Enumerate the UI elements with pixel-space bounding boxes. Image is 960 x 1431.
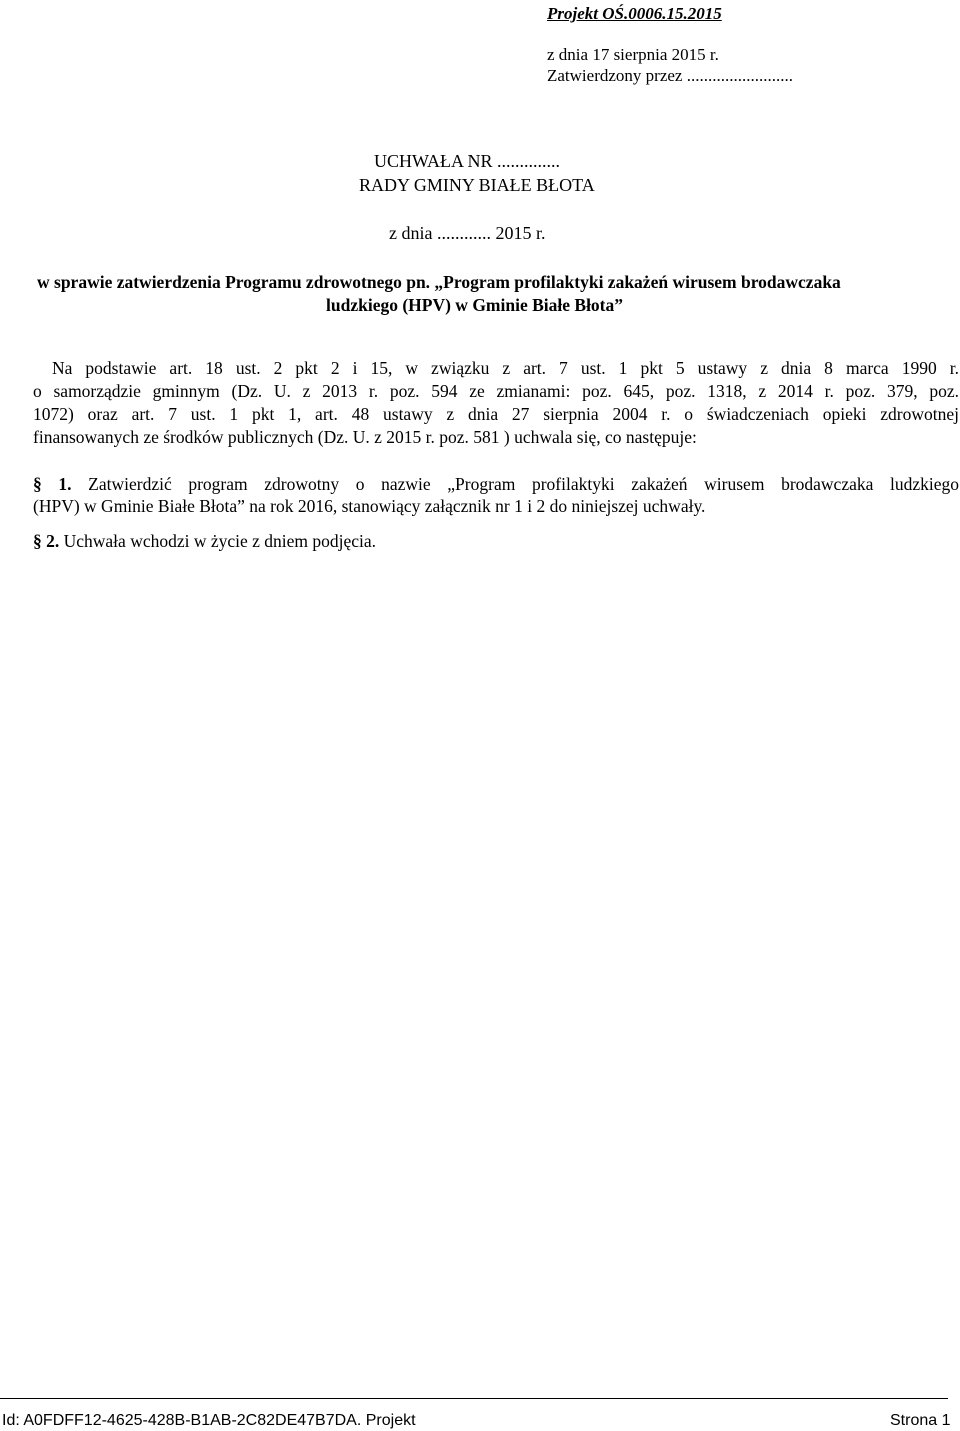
project-number: Projekt OŚ.0006.15.2015 xyxy=(547,4,722,23)
paragraph-2 xyxy=(33,531,959,551)
paragraph-1-line-2: (HPV) w Gminie Białe Błota” na rok 2016, stanowiący załącznik nr 1 i 2 do niniejszej uchwały. xyxy=(33,496,706,516)
subject-line-1: w sprawie zatwierdzenia Programu zdrowotnego pn. „Program profilaktyki zakażeń wirusem brodawczaka xyxy=(37,272,841,292)
resolution-title: UCHWAŁA NR .............. xyxy=(374,151,561,171)
council-name: RADY GMINY BIAŁE BŁOTA xyxy=(359,175,595,195)
paragraph-2-mark: § 2. xyxy=(33,531,60,551)
footer-page-number: Strona 1 xyxy=(890,1412,951,1429)
preamble-line-3: 1072) oraz art. 7 ust. 1 pkt 1, art. 48 ustawy z dnia 27 sierpnia 2004 r. o świadczeniach opieki zdrowotnej xyxy=(33,404,959,424)
project-date: z dnia 17 sierpnia 2015 r. xyxy=(547,45,719,64)
footer-document-id: Id: A0FDFF12-4625-428B-B1AB-2C82DE47B7DA. Projekt xyxy=(2,1412,416,1429)
paragraph-1-line-1 xyxy=(33,474,959,494)
preamble-line-2: o samorządzie gminnym (Dz. U. z 2013 r. poz. 594 ze zmianami: poz. 645, poz. 1318, z 2014 r. poz. 379, poz. xyxy=(33,381,959,401)
approved-by: Zatwierdzony przez ......................... xyxy=(547,66,793,85)
paragraph-2-text: Uchwała wchodzi w życie z dniem podjęcia. xyxy=(63,531,377,551)
resolution-date: z dnia ............ 2015 r. xyxy=(389,223,546,243)
preamble-line-4: finansowanych ze środków publicznych (Dz. U. z 2015 r. poz. 581 ) uchwala się, co następuje: xyxy=(33,427,697,447)
subject-line-2: ludzkiego (HPV) w Gminie Białe Błota” xyxy=(326,295,624,315)
preamble-line-1: Na podstawie art. 18 ust. 2 pkt 2 i 15, w związku z art. 7 ust. 1 pkt 5 ustawy z dnia 8 marca 1990 r. xyxy=(52,358,959,378)
paragraph-1-mark: § 1. xyxy=(33,474,72,494)
paragraph-1-text: Zatwierdzić program zdrowotny o nazwie „Program profilaktyki zakażeń wirusem brodawczaka ludzkiego xyxy=(88,474,960,494)
footer-divider xyxy=(0,1398,948,1399)
